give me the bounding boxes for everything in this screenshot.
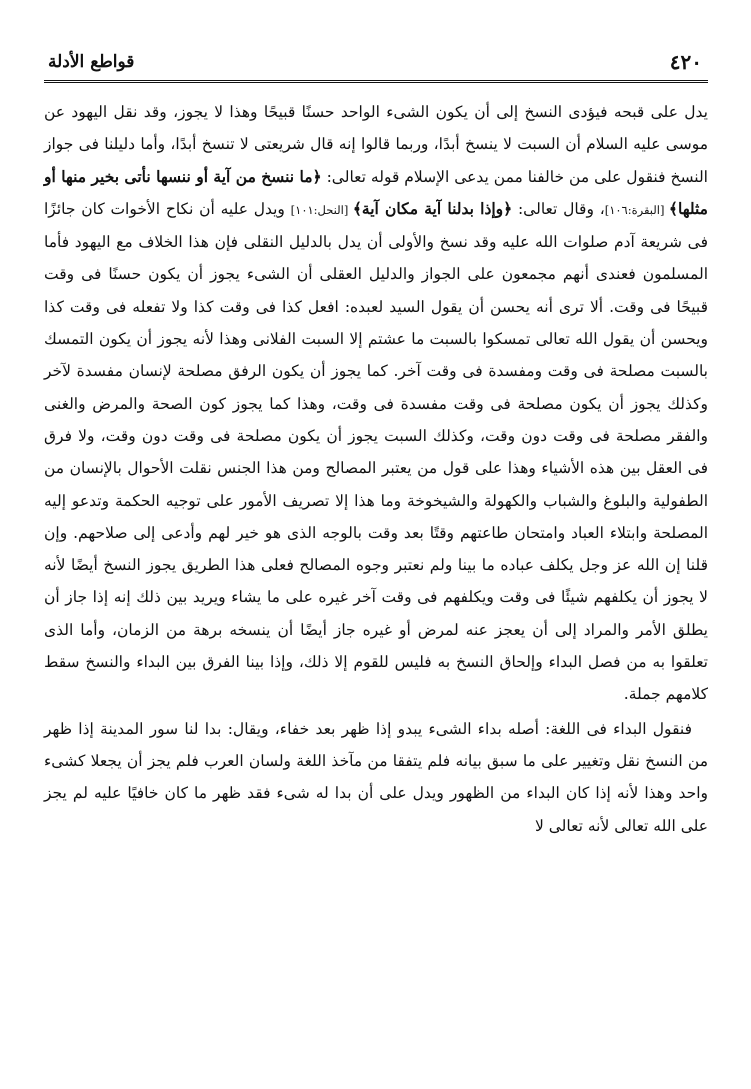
paragraph-2: فنقول البداء فى اللغة: أصله بداء الشىء يبدو إذا ظهر بعد خفاء، ويقال: بدا لنا سور المدينة إذا ظهر من النسخ نقل وتغيير على ما سبق بيانه فلم يتفقا من مآخذ اللغة ولسان العرب فلم يجز أن يجعلا كشىء واحد وهذا لأنه إذا كان البداء من الظهور ويدل على أن بدا له شىء فقد ظهر ما كان خافيًا عليه لم يجز على الله تعالى لأنه تعالى لا [44, 719, 708, 835]
paragraph-1-part-2: ، وقال تعالى: [512, 199, 605, 218]
page-header [44, 38, 708, 84]
page-number: ٤٢٠ [669, 50, 702, 74]
quran-quote-2: ﴿وإذا بدلنا آية مكان آية﴾ [352, 198, 513, 218]
paragraph-1-part-3: ويدل عليه أن نكاح الأخوات كان جائزًا فى شريعة آدم صلوات الله عليه وقد نسخ والأولى أن يدل بالدليل النقلى فإن هذا الخلاف مع اليهود فأما المسلمون فعندى أنهم مجمعون على الجواز والدليل العقلى أن الشىء يجوز أن يكون حسنًا فى وقت قبيحًا فى وقت. ألا ترى أنه يحسن أن يقول السيد لعبده: افعل كذا فى وقت كذا ولا تفعله فى وقت كذا ويحسن أن يقول الله تعالى تمسكوا بالسبت ما عشتم إلا السبت الفلانى وهذا لأنه يجوز أن يكون التمسك بالسبت مصلحة فى وقت ومفسدة فى وقت آخر. كما يجوز أن يكون الرفق مصلحة لإنسان مفسدة لآخر وكذلك يجوز أن يكون مصلحة فى وقت مفسدة فى وقت، وهذا كما يجوز كون الصحة والمرض والغنى والفقر مصلحة فى وقت دون وقت، وكذلك السبت يجوز أن يكون مصلحة فى وقت دون وقت، ولا فرق فى العقل بين هذه الأشياء وهذا على قول من يعتبر المصالح ومن هذا الجنس نقلت الأحوال بالإنسان من الطفولية والبلوغ والشباب والكهولة والشيخوخة وما هذا إلا تصريف الأمور على توجيه الحكمة وتدعو إليه المصلحة وابتلاء العباد وامتحان طاعتهم وقتًا بعد وقت بالوجه الذى هو خير لهم وأدعى إلى صلاحهم. وإن قلنا إن الله عز وجل يكلف عباده ما بينا ولم نعتبر وجوه المصالح فعلى هذا الطريق يجوز النسخ أيضًا لأنه لا يجوز أن يكلفهم شيئًا فى وقت ويكلفهم فى وقت آخر غيره على ما يشاء ويريد بين ذلك إنه إذا جاز أن يطلق الأمر والمراد إلى أن يعجز عنه لمرض أو غيره جاز أيضًا أن ينسخه برهة من الزمان، وأما الذى تعلقوا به من فصل البداء وإلحاق النسخ به فليس للقوم إلا ذلك، وإذا بينا الفرق بين البداء والنسخ سقط كلامهم جملة. [44, 199, 708, 704]
book-page [44, 38, 708, 1058]
paragraph-1-part-1: يدل على قبحه فيؤدى النسخ إلى أن يكون الشىء الواحد حسنًا قبيحًا وهذا لا يجوز، وقد نقل اليهود عن موسى عليه السلام أن السبت لا ينسخ أبدًا، وربما قالوا إنه قال شريعتى لا تنسخ أبدًا، وأما دليلنا فى جواز النسخ فنقول على من خالفنا ممن يدعى الإسلام قوله تعالى: [44, 103, 708, 186]
quran-citation-2: [النحل:١٠١] [290, 202, 353, 217]
page-body [44, 96, 708, 842]
quran-quote-1: ﴿ما ننسخ من آية أو ننسها نأتى بخير منها أو مثلها﴾ [44, 166, 708, 218]
quran-citation-1: [البقرة:١٠٦] [604, 202, 669, 217]
paragraph-1 [44, 96, 708, 711]
running-title: قواطع الأدلة [48, 52, 135, 72]
header-rule [44, 80, 708, 83]
